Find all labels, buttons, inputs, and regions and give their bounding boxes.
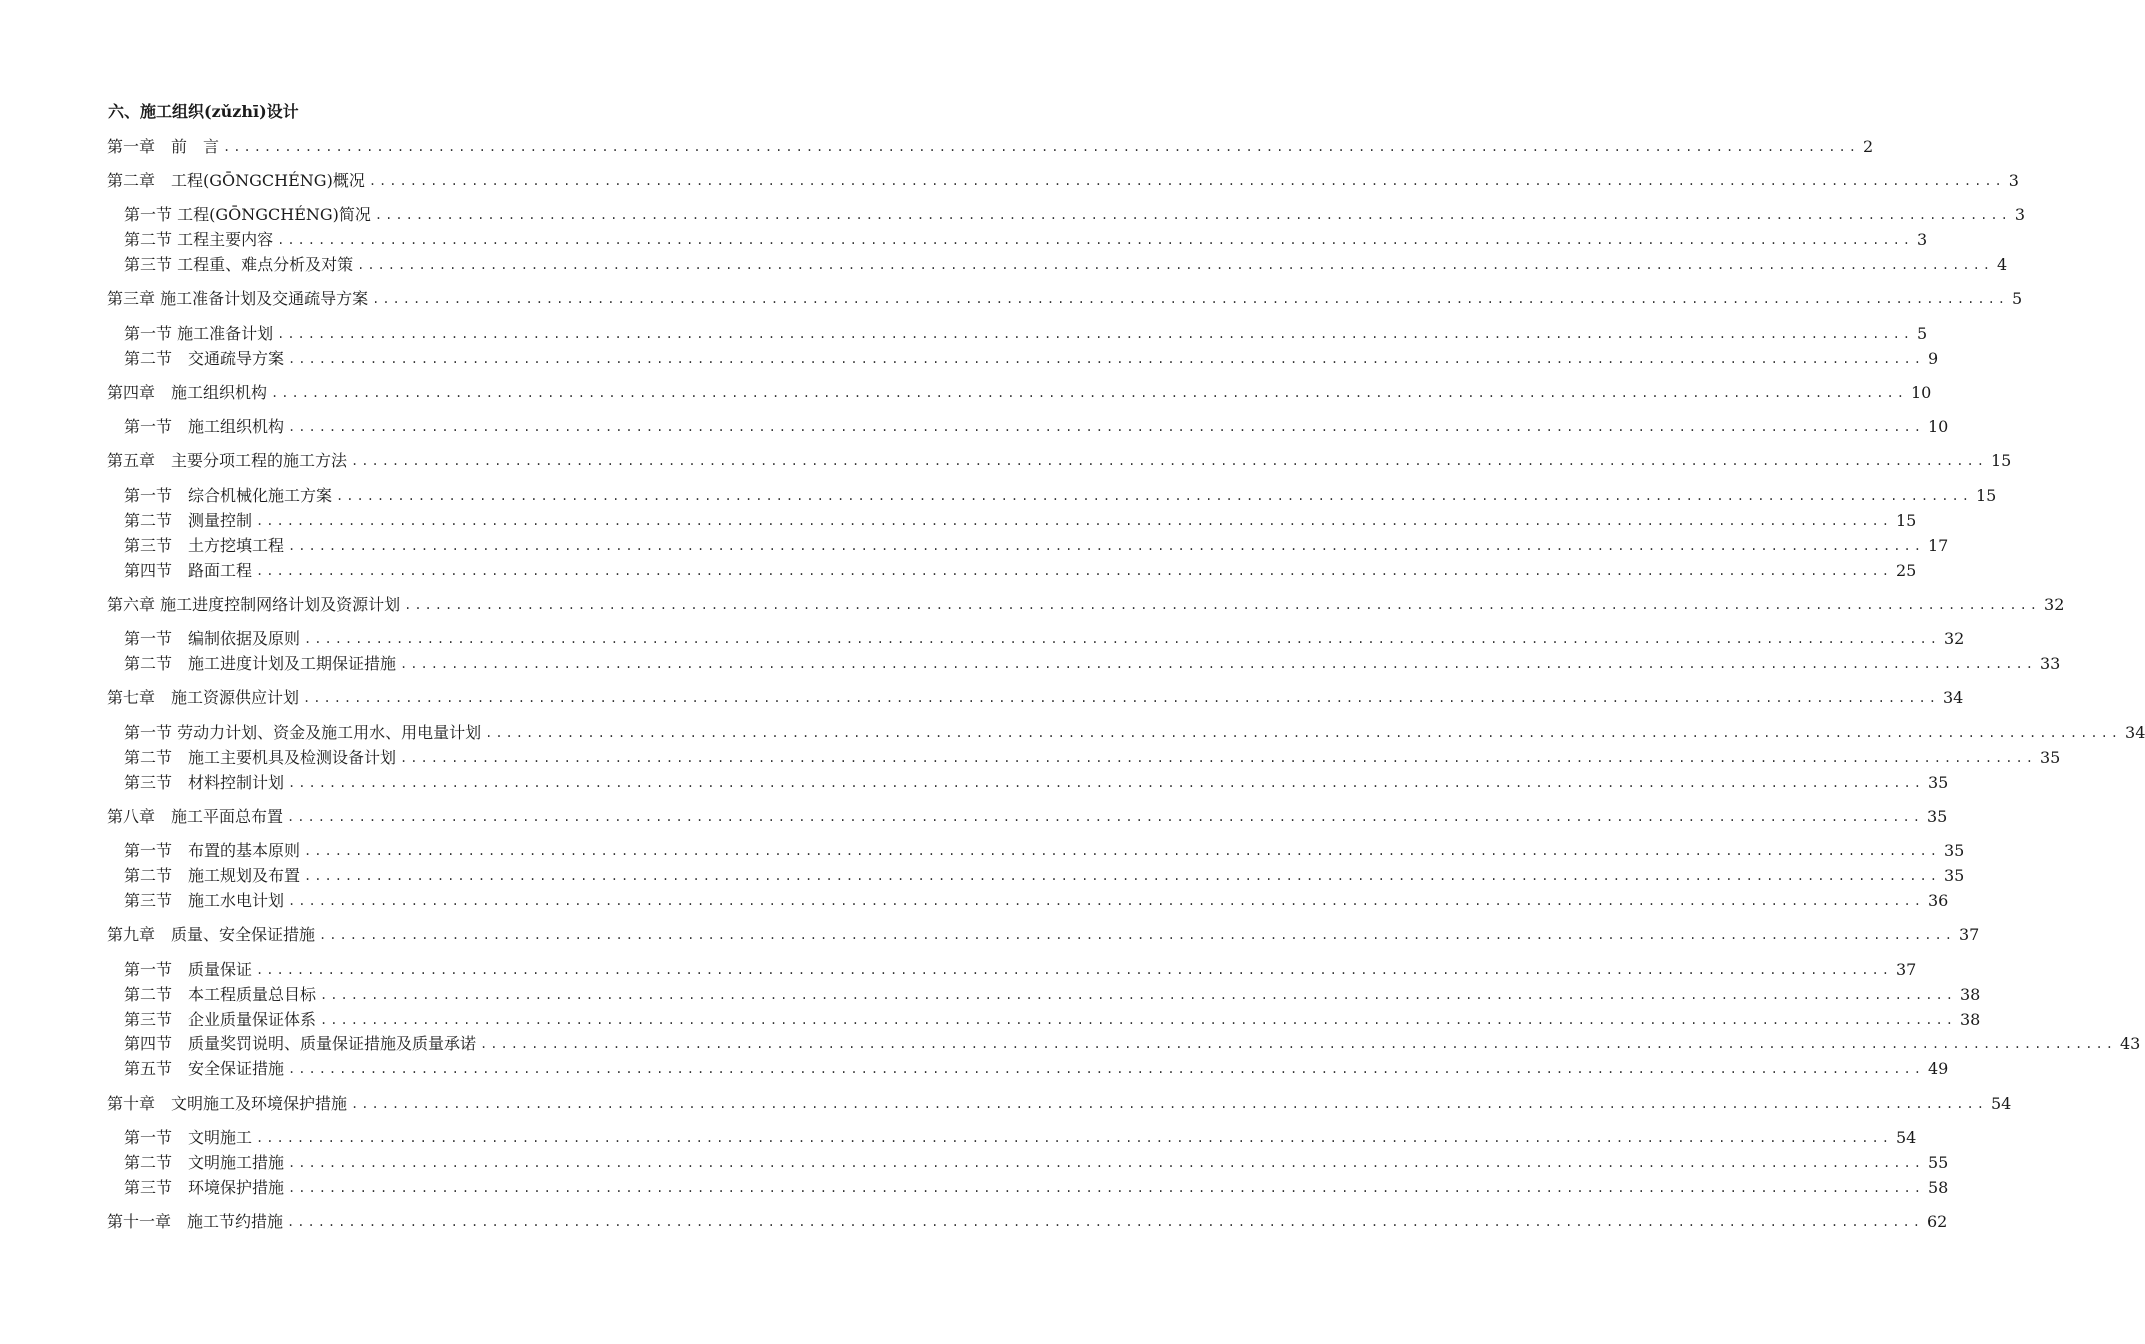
toc-section-entry[interactable] bbox=[124, 1033, 2141, 1055]
toc-entry-label: 第十章 文明施工及环境保护措施 bbox=[107, 1094, 348, 1113]
toc-entry-label: 第二节 文明施工措施 bbox=[124, 1153, 285, 1172]
toc-dot-leader: ................................................................................................................................................................ bbox=[288, 776, 1924, 790]
toc-page-number: 43 bbox=[2119, 1034, 2141, 1053]
toc-entry-label: 第九章 质量、安全保证措施 bbox=[107, 925, 316, 944]
toc-chapter-entry[interactable] bbox=[107, 450, 2012, 472]
toc-section-entry[interactable] bbox=[124, 772, 1949, 794]
toc-section-entry[interactable] bbox=[124, 348, 1939, 370]
toc-dot-leader: ................................................................................................................................................................ bbox=[480, 1037, 2116, 1051]
toc-section-entry[interactable] bbox=[124, 1177, 1949, 1199]
toc-dot-leader: ................................................................................................................................................................ bbox=[320, 988, 1956, 1002]
toc-entry-label: 第一节 编制依据及原则 bbox=[124, 629, 301, 648]
toc-dot-leader: ................................................................................................................................................................ bbox=[287, 810, 1923, 824]
toc-section-entry[interactable] bbox=[124, 323, 1928, 345]
toc-dot-leader: ................................................................................................................................................................ bbox=[351, 454, 1987, 468]
toc-page-number: 32 bbox=[2044, 595, 2065, 614]
toc-page-number: 5 bbox=[1917, 324, 1928, 343]
toc-entry-label: 第八章 施工平面总布置 bbox=[107, 807, 284, 826]
toc-page-number: 3 bbox=[1917, 230, 1928, 249]
toc-page-number: 62 bbox=[1926, 1212, 1948, 1231]
toc-entry-label: 第一节 施工准备计划 bbox=[124, 324, 274, 343]
toc-section-entry[interactable] bbox=[124, 535, 1949, 557]
toc-entry-label: 第一节 文明施工 bbox=[124, 1128, 253, 1147]
toc-chapter-entry[interactable] bbox=[107, 924, 1980, 946]
toc-entry-label: 第十一章 施工节约措施 bbox=[107, 1212, 284, 1231]
toc-entry-label: 第二节 施工规划及布置 bbox=[124, 866, 301, 885]
toc-dot-leader: ................................................................................................................................................................ bbox=[256, 1131, 1892, 1145]
toc-section-entry[interactable] bbox=[124, 959, 1917, 981]
toc-dot-leader: ................................................................................................................................................................ bbox=[288, 894, 1924, 908]
toc-page-number: 15 bbox=[1895, 511, 1917, 530]
toc-page-number: 37 bbox=[1958, 925, 1980, 944]
toc-entry-label: 第四章 施工组织机构 bbox=[107, 383, 268, 402]
toc-dot-leader: ................................................................................................................................................................ bbox=[287, 1215, 1923, 1229]
toc-chapter-entry[interactable] bbox=[107, 136, 1874, 158]
toc-entry-label: 第七章 施工资源供应计划 bbox=[107, 688, 300, 707]
toc-dot-leader: ................................................................................................................................................................ bbox=[288, 539, 1924, 553]
toc-entry-label: 第二节 测量控制 bbox=[124, 511, 253, 530]
toc-page-number: 35 bbox=[2039, 748, 2061, 767]
toc-section-entry[interactable] bbox=[124, 747, 2061, 769]
toc-dot-leader: ................................................................................................................................................................ bbox=[277, 233, 1914, 247]
toc-dot-leader: ................................................................................................................................................................ bbox=[374, 208, 2011, 222]
toc-page-number: 15 bbox=[1975, 486, 1997, 505]
toc-page-number: 4 bbox=[1997, 255, 2008, 274]
toc-dot-leader: ................................................................................................................................................................ bbox=[319, 928, 1955, 942]
toc-page-number: 54 bbox=[1990, 1094, 2012, 1113]
toc-chapter-entry[interactable] bbox=[107, 288, 2023, 310]
toc-entry-label: 第二节 施工进度计划及工期保证措施 bbox=[124, 654, 397, 673]
toc-page-number: 35 bbox=[1926, 807, 1948, 826]
toc-dot-leader: ................................................................................................................................................................ bbox=[288, 1181, 1924, 1195]
toc-entry-label: 第三章 施工准备计划及交通疏导方案 bbox=[107, 289, 369, 308]
toc-entry-label: 第三节 环境保护措施 bbox=[124, 1178, 285, 1197]
toc-entry-label: 第一节 施工组织机构 bbox=[124, 417, 285, 436]
toc-page-number: 58 bbox=[1927, 1178, 1949, 1197]
toc-page-number: 35 bbox=[1943, 841, 1965, 860]
toc-section-entry[interactable] bbox=[124, 653, 2061, 675]
toc-dot-leader: ................................................................................................................................................................ bbox=[303, 691, 1939, 705]
toc-section-entry[interactable] bbox=[124, 204, 2026, 226]
toc-chapter-entry[interactable] bbox=[107, 687, 1964, 709]
toc-section-entry[interactable] bbox=[124, 254, 2008, 276]
toc-page-number: 15 bbox=[1990, 451, 2012, 470]
toc-dot-leader: ................................................................................................................................................................ bbox=[351, 1097, 1987, 1111]
toc-page-number: 34 bbox=[1942, 688, 1964, 707]
toc-section-entry[interactable] bbox=[124, 628, 1965, 650]
toc-dot-leader: ................................................................................................................................................................ bbox=[400, 751, 2036, 765]
toc-dot-leader: ................................................................................................................................................................ bbox=[368, 174, 2005, 188]
toc-dot-leader: ................................................................................................................................................................ bbox=[288, 352, 1924, 366]
toc-section-entry[interactable] bbox=[124, 485, 1997, 507]
toc-dot-leader: ................................................................................................................................................................ bbox=[288, 1156, 1924, 1170]
toc-page-number: 54 bbox=[1895, 1128, 1917, 1147]
toc-dot-leader: ................................................................................................................................................................ bbox=[277, 327, 1914, 341]
toc-entry-label: 第一节 布置的基本原则 bbox=[124, 841, 301, 860]
toc-section-entry[interactable] bbox=[124, 722, 2145, 744]
toc-section-entry[interactable] bbox=[124, 984, 1981, 1006]
toc-entry-label: 第二章 工程(GŌNGCHÉNG)概况 bbox=[107, 171, 365, 190]
toc-entry-label: 第二节 本工程质量总目标 bbox=[124, 985, 317, 1004]
toc-page-number: 33 bbox=[2039, 654, 2061, 673]
toc-section-entry[interactable] bbox=[124, 865, 1965, 887]
toc-dot-leader: ................................................................................................................................................................ bbox=[304, 869, 1940, 883]
toc-entry-label: 第三节 施工水电计划 bbox=[124, 891, 285, 910]
toc-entry-label: 第五章 主要分项工程的施工方法 bbox=[107, 451, 348, 470]
toc-entry-label: 第二节 工程主要内容 bbox=[124, 230, 274, 249]
toc-chapter-entry[interactable] bbox=[107, 594, 2065, 616]
toc-entry-label: 第六章 施工进度控制网络计划及资源计划 bbox=[107, 595, 401, 614]
toc-page-number: 10 bbox=[1927, 417, 1949, 436]
toc-chapter-entry[interactable] bbox=[107, 382, 1932, 404]
toc-entry-label: 第一节 劳动力计划、资金及施工用水、用电量计划 bbox=[124, 723, 482, 742]
toc-page-number: 3 bbox=[2014, 205, 2026, 224]
toc-section-entry[interactable] bbox=[124, 840, 1965, 862]
toc-dot-leader: ................................................................................................................................................................ bbox=[223, 140, 1859, 154]
toc-chapter-entry[interactable] bbox=[107, 170, 2019, 192]
toc-dot-leader: ................................................................................................................................................................ bbox=[256, 514, 1892, 528]
toc-page-number: 32 bbox=[1943, 629, 1965, 648]
toc-entry-label: 第四节 质量奖罚说明、质量保证措施及质量承诺 bbox=[124, 1034, 477, 1053]
toc-page-number: 38 bbox=[1959, 1010, 1981, 1029]
toc-entry-label: 第一节 工程(GŌNGCHÉNG)简况 bbox=[124, 205, 371, 224]
toc-dot-leader: ................................................................................................................................................................ bbox=[485, 726, 2122, 740]
toc-dot-leader: ................................................................................................................................................................ bbox=[304, 632, 1940, 646]
toc-page-number: 10 bbox=[1910, 383, 1932, 402]
toc-page-number: 35 bbox=[1927, 773, 1949, 792]
toc-page-number: 38 bbox=[1959, 985, 1981, 1004]
toc-section-entry[interactable] bbox=[124, 560, 1917, 582]
toc-section-entry[interactable] bbox=[124, 510, 1917, 532]
toc-dot-leader: ................................................................................................................................................................ bbox=[271, 386, 1907, 400]
toc-entry-label: 第二节 施工主要机具及检测设备计划 bbox=[124, 748, 397, 767]
toc-entry-label: 第一节 质量保证 bbox=[124, 960, 253, 979]
toc-entry-label: 第三节 土方挖填工程 bbox=[124, 536, 285, 555]
toc-page-number: 35 bbox=[1943, 866, 1965, 885]
toc-dot-leader: ................................................................................................................................................................ bbox=[256, 564, 1892, 578]
toc-page-number: 37 bbox=[1895, 960, 1917, 979]
toc-page-number: 49 bbox=[1927, 1059, 1949, 1078]
toc-page-number: 17 bbox=[1927, 536, 1949, 555]
toc-section-entry[interactable] bbox=[124, 1058, 1949, 1080]
toc-page-number: 34 bbox=[2125, 723, 2145, 742]
document-title: 六、施工组织(zǔzhī)设计 bbox=[108, 102, 299, 121]
toc-page-number: 2 bbox=[1862, 137, 1874, 156]
toc-section-entry[interactable] bbox=[124, 1009, 1981, 1031]
toc-chapter-entry[interactable] bbox=[107, 1093, 2012, 1115]
toc-dot-leader: ................................................................................................................................................................ bbox=[357, 258, 1994, 272]
toc-section-entry[interactable] bbox=[124, 416, 1949, 438]
toc-section-entry[interactable] bbox=[124, 1152, 1949, 1174]
toc-page-number: 9 bbox=[1927, 349, 1939, 368]
toc-dot-leader: ................................................................................................................................................................ bbox=[256, 963, 1892, 977]
toc-dot-leader: ................................................................................................................................................................ bbox=[372, 292, 2009, 306]
toc-entry-label: 第三节 企业质量保证体系 bbox=[124, 1010, 317, 1029]
toc-section-entry[interactable] bbox=[124, 890, 1949, 912]
toc-page-number: 5 bbox=[2012, 289, 2023, 308]
toc-entry-label: 第四节 路面工程 bbox=[124, 561, 253, 580]
toc-section-entry[interactable] bbox=[124, 1127, 1917, 1149]
toc-dot-leader: ................................................................................................................................................................ bbox=[400, 657, 2036, 671]
toc-dot-leader: ................................................................................................................................................................ bbox=[288, 1062, 1924, 1076]
toc-page-number: 36 bbox=[1927, 891, 1949, 910]
toc-page-number: 25 bbox=[1895, 561, 1917, 580]
toc-dot-leader: ................................................................................................................................................................ bbox=[288, 420, 1924, 434]
toc-dot-leader: ................................................................................................................................................................ bbox=[404, 598, 2041, 612]
toc-entry-label: 第五节 安全保证措施 bbox=[124, 1059, 285, 1078]
toc-chapter-entry[interactable] bbox=[107, 1211, 1948, 1233]
toc-section-entry[interactable] bbox=[124, 229, 1928, 251]
toc-dot-leader: ................................................................................................................................................................ bbox=[336, 489, 1972, 503]
toc-chapter-entry[interactable] bbox=[107, 806, 1948, 828]
toc-entry-label: 第二节 交通疏导方案 bbox=[124, 349, 285, 368]
toc-entry-label: 第三节 工程重、难点分析及对策 bbox=[124, 255, 354, 274]
toc-dot-leader: ................................................................................................................................................................ bbox=[320, 1013, 1956, 1027]
toc-entry-label: 第三节 材料控制计划 bbox=[124, 773, 285, 792]
toc-page-number: 55 bbox=[1927, 1153, 1949, 1172]
toc-entry-label: 第一章 前 言 bbox=[107, 137, 220, 156]
toc-page-number: 3 bbox=[2008, 171, 2019, 190]
toc-entry-label: 第一节 综合机械化施工方案 bbox=[124, 486, 333, 505]
toc-dot-leader: ................................................................................................................................................................ bbox=[304, 844, 1940, 858]
